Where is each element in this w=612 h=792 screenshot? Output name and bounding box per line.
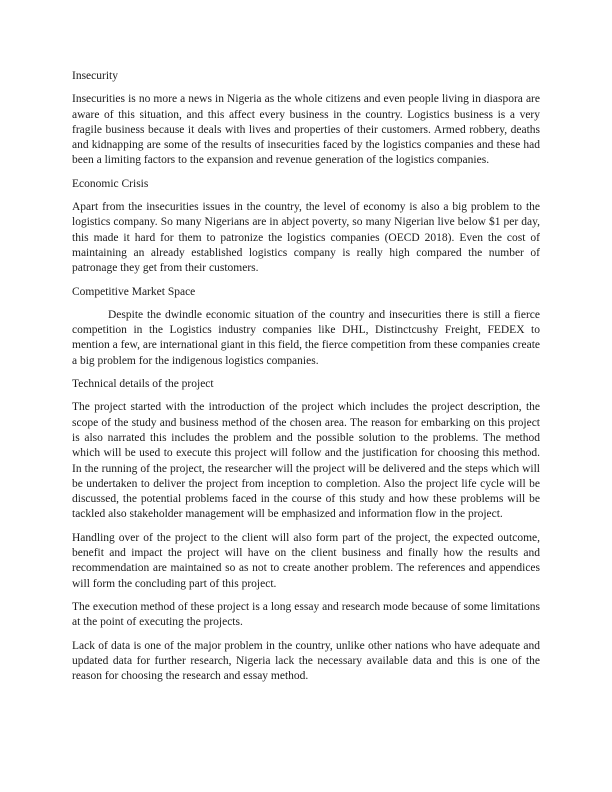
paragraph-insecurity: Insecurities is no more a news in Nigeria as the whole citizens and even people living in diaspora are aware of this situation, and this affect every business in the country. Logistics business is a very fragile business because it deals with lives and properties of their customers. Armed robbery, deaths and kidnapping are some of the results of insecurities faced by the logistics companies and these had been a limiting factors to the expansion and revenue generation of the logistics companies. — [72, 93, 540, 167]
document-body — [72, 69, 540, 692]
paragraph-technical-details-4: Lack of data is one of the major problem in the country, unlike other nations who have adequate and updated data for further research, Nigeria lack the necessary available data and this is one of the reason for choosing the research and essay method. — [72, 639, 540, 683]
section-heading-technical-details: Technical details of the project — [72, 378, 214, 391]
paragraph-technical-details-2: Handling over of the project to the client will also form part of the project, the expected outcome, benefit and impact the project will have on the client business and finally how the results and recommendation are maintained so as not to create another problem. The references and appendices will form the concluding part of this project. — [72, 531, 540, 590]
section-heading-competitive-market-space: Competitive Market Space — [72, 285, 196, 298]
section-heading-insecurity: Insecurity — [72, 70, 118, 82]
paragraph-technical-details-3: The execution method of these project is a long essay and research mode because of some limitations at the point of executing the projects. — [72, 600, 540, 629]
paragraph-economic-crisis: Apart from the insecurities issues in the country, the level of economy is also a big problem to the logistics company. So many Nigerians are in abject poverty, so many Nigerian live below $1 per day, this made it hard for them to patronize the logistics companies (OECD 2018). Even the cost of maintaining an already established logistics company is really high compared the number of patronage they get from their customers. — [72, 201, 540, 275]
section-heading-economic-crisis: Economic Crisis — [72, 177, 149, 190]
paragraph-technical-details-1: The project started with the introduction of the project which includes the project description, the scope of the study and business method of the chosen area. The reason for embarking on this project is also narrated this includes the problem and the possible solution to the problems. The method which will be used to execute this project will follow and the justification for choosing this method. In the running of the project, the researcher will the project will be delivered and the steps which will be undertaken to deliver the project from inception to completion. Also the project life cycle will be discussed, the potential problems faced in the course of this study and how these problems will be tackled also stakeholder management will be emphasized and information flow in the project. — [72, 401, 540, 521]
paragraph-competitive-market-space: Despite the dwindle economic situation of the country and insecurities there is still a fierce competition in the Logistics industry companies like DHL, Distinctcushy Freight, FEDEX to mention a few, are international giant in this field, the fierce competition from these companies create a big problem for the indigenous logistics companies. — [72, 308, 540, 367]
